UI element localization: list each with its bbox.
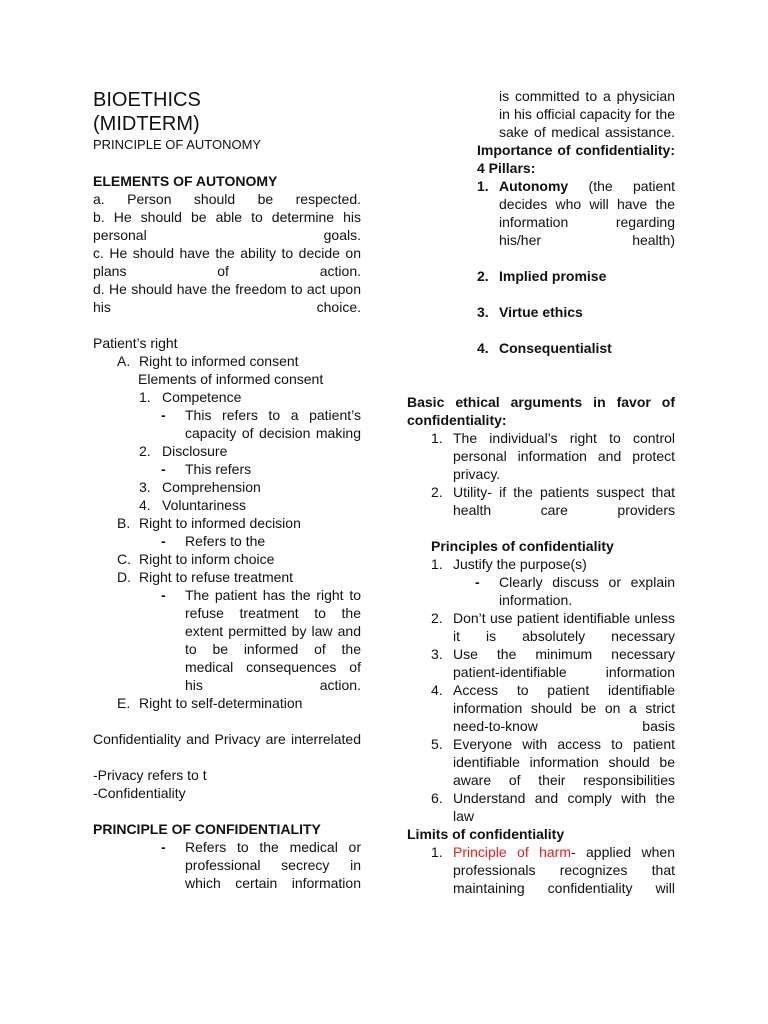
right-item-d (93, 568, 361, 586)
list-marker: D. (117, 569, 131, 585)
confidentiality-line: -Confidentiality (93, 785, 186, 801)
dash-marker: - (161, 407, 166, 423)
element-a: a. Person should be respected. (93, 191, 361, 207)
limit-1-text (453, 843, 675, 897)
list-marker: 4. (477, 340, 489, 356)
list-marker: 6. (431, 790, 443, 806)
argument-1 (407, 429, 675, 483)
disclosure-note-text: This refers (185, 461, 252, 477)
confidentiality-heading: PRINCIPLE OF CONFIDENTIALITY (93, 821, 321, 837)
informed-decision-note-text: Refers to the (185, 533, 266, 549)
pillar-2 (407, 267, 675, 285)
list-marker: 1. (431, 430, 443, 446)
patients-right-label: Patient’s right (93, 335, 178, 351)
right-item-text: Right to refuse treatment (139, 569, 294, 585)
principle-text: Understand and comply with the law (453, 790, 675, 824)
list-marker: 3. (477, 304, 489, 320)
right-item-a (93, 352, 361, 370)
limit-1-rest: - applied when professionals recognizes that maintaining confidentiality will (453, 844, 676, 896)
argument-text: The individual’s right to control personal information and protect privacy. (453, 430, 675, 482)
pillar-1-rest: (the patient decides who will have the information regarding his/her health) (499, 178, 675, 248)
right-item-text: Right to informed decision (139, 515, 301, 531)
right-item-c (93, 550, 361, 568)
pillar-1-text (499, 177, 675, 249)
principle-text: Everyone with access to patient identifiable information should be aware of their responsibilities (453, 736, 675, 788)
right-item-e (93, 694, 361, 712)
pillar-text: Consequentialist (499, 340, 612, 356)
doc-title-line2: (MIDTERM) (93, 113, 200, 135)
dash-marker: - (161, 839, 166, 855)
list-marker: 3. (431, 646, 443, 662)
refuse-note-text: The patient has the right to refuse treatment to the extent permitted by law and to be informed of the medical consequences of his action. (185, 587, 361, 693)
pillar-4 (407, 339, 675, 357)
list-marker: 1. (431, 556, 443, 572)
confidentiality-definition (93, 838, 361, 892)
principle-text: Don’t use patient identifiable unless it is absolutely necessary (453, 610, 675, 644)
consent-item-4 (93, 496, 361, 514)
justify-note (407, 573, 675, 609)
list-marker: 1. (477, 178, 489, 194)
list-marker: 4. (431, 682, 443, 698)
right-item-text: Right to informed consent (139, 353, 299, 369)
disclosure-note (93, 460, 361, 478)
list-marker: 1. (431, 844, 443, 860)
right-item-b (93, 514, 361, 532)
elements-of-consent-label: Elements of informed consent (138, 371, 324, 387)
right-column (407, 87, 675, 897)
importance-heading: Importance of confidentiality: (477, 142, 675, 158)
competence-note-text: This refers to a patient’s capacity of decision making (185, 407, 361, 441)
consent-item-text: Competence (162, 389, 242, 405)
justify-note-text: Clearly discuss or explain information. (499, 574, 675, 608)
pillars-heading: 4 Pillars: (477, 160, 536, 176)
list-marker: 2. (431, 610, 443, 626)
pillar-text: Virtue ethics (499, 304, 583, 320)
consent-item-3 (93, 478, 361, 496)
competence-note (93, 406, 361, 442)
principle-text: Access to patient identifiable information should be on a strict need-to-know basis (453, 682, 675, 734)
pillar-1 (407, 177, 675, 249)
principle-1 (407, 555, 675, 573)
confidentiality-definition-text: Refers to the medical or professional secrecy in which certain information (185, 839, 361, 891)
principle-text: Justify the purpose(s) (453, 556, 587, 572)
element-d: d. He should have the freedom to act upon his choice. (93, 281, 361, 315)
principle-6 (407, 789, 675, 825)
list-marker: B. (117, 515, 131, 531)
limit-1 (407, 843, 675, 897)
list-marker: 3. (139, 479, 151, 495)
interrelated-text: Confidentiality and Privacy are interrelated (93, 731, 361, 747)
list-marker: A. (117, 353, 131, 369)
element-c: c. He should have the ability to decide on plans of action. (93, 245, 361, 279)
right-item-text: Right to inform choice (139, 551, 275, 567)
consent-item-text: Comprehension (162, 479, 261, 495)
consent-item-2 (93, 442, 361, 460)
list-marker: 2. (477, 268, 489, 284)
privacy-line: -Privacy refers to t (93, 767, 207, 783)
dash-marker: - (161, 587, 166, 603)
doc-title-line1: BIOETHICS (93, 89, 201, 111)
list-marker: 1. (139, 389, 151, 405)
right-item-text: Right to self-determination (139, 695, 303, 711)
doc-subtitle: PRINCIPLE OF AUTONOMY (93, 137, 262, 152)
consent-item-text: Disclosure (162, 443, 228, 459)
list-marker: 2. (139, 443, 151, 459)
principle-4 (407, 681, 675, 735)
consent-item-1 (93, 388, 361, 406)
pillar-3 (407, 303, 675, 321)
list-marker: 2. (431, 484, 443, 500)
consent-item-text: Voluntariness (162, 497, 247, 513)
principle-2 (407, 609, 675, 645)
dash-marker: - (475, 574, 480, 590)
principle-text: Use the minimum necessary patient-identifiable information (453, 646, 675, 680)
pillar-text: Implied promise (499, 268, 607, 284)
principles-heading: Principles of confidentiality (431, 538, 614, 554)
list-marker: 5. (431, 736, 443, 752)
limits-heading: Limits of confidentiality (407, 826, 565, 842)
dash-marker: - (161, 533, 166, 549)
list-marker: E. (117, 695, 131, 711)
argument-2 (407, 483, 675, 519)
principle-5 (407, 735, 675, 789)
pillar-1-bold: Autonomy (499, 178, 569, 194)
argument-text: Utility- if the patients suspect that health care providers (453, 484, 675, 518)
confidentiality-definition-continued: is committed to a physician in his official capacity for the sake of medical assistance. (499, 88, 675, 140)
dash-marker: - (161, 461, 166, 477)
arguments-heading: Basic ethical arguments in favor of confidentiality: (407, 394, 675, 428)
informed-decision-note (93, 532, 361, 550)
elements-heading: ELEMENTS OF AUTONOMY (93, 173, 278, 189)
refuse-note (93, 586, 361, 694)
list-marker: 4. (139, 497, 151, 513)
element-b: b. He should be able to determine his personal goals. (93, 209, 361, 243)
left-column (93, 88, 361, 892)
principle-3 (407, 645, 675, 681)
principle-of-harm-highlight: Principle of harm (453, 844, 571, 860)
list-marker: C. (117, 551, 131, 567)
